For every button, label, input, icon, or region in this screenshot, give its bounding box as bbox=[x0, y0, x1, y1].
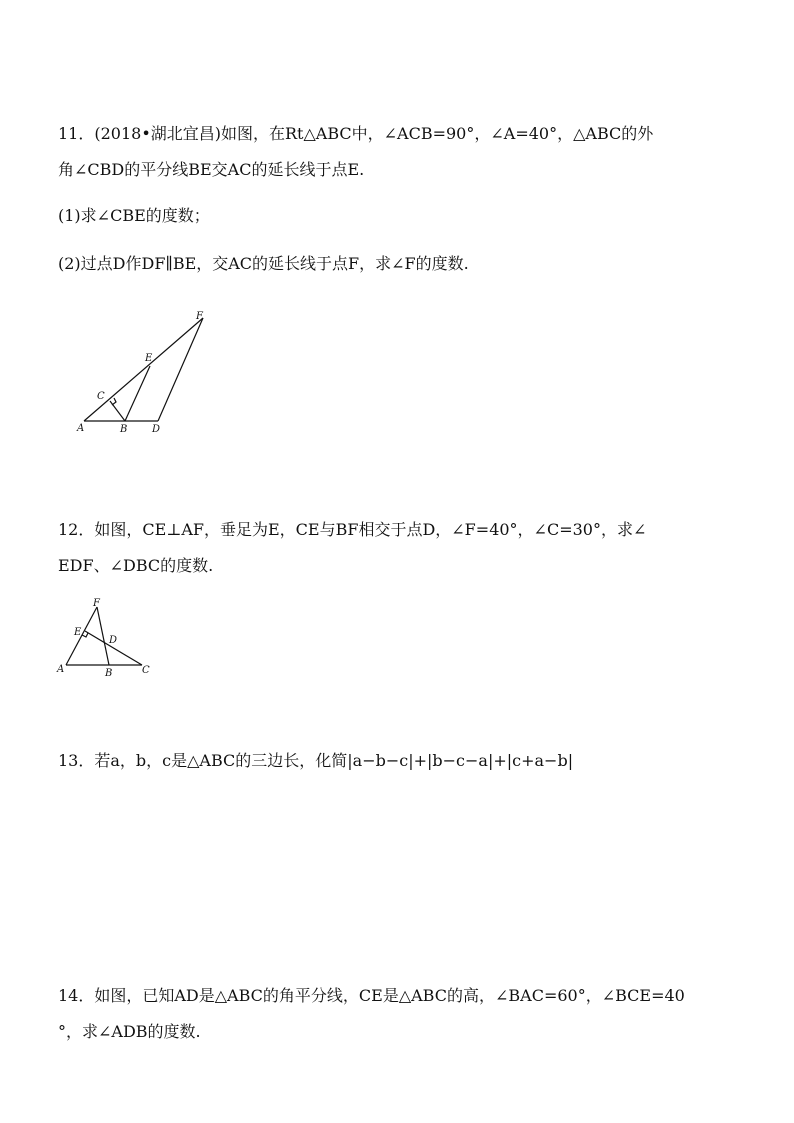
label-D: D bbox=[152, 424, 161, 435]
q12-line-1: 12．如图，CE⊥AF，垂足为E，CE与BF相交于点D，∠F=40°，∠C=30°，求∠ bbox=[58, 520, 647, 539]
q12-line-2: EDF、∠DBC的度数. bbox=[58, 556, 214, 575]
label-C: C bbox=[97, 391, 105, 402]
line-AF bbox=[84, 318, 203, 421]
label-A: A bbox=[77, 423, 85, 434]
q13-line-1: 13．若a，b，c是△ABC的三边长，化简|a−b−c|+|b−c−a|+|c+a−b| bbox=[58, 751, 574, 770]
line-BC bbox=[110, 401, 125, 421]
label-B: B bbox=[105, 668, 113, 679]
q11-line-1: 11．(2018•湖北宜昌)如图，在Rt△ABC中，∠ACB=90°，∠A=40°，△ABC的外 bbox=[58, 124, 654, 143]
q11-figure bbox=[70, 305, 220, 440]
label-C: C bbox=[142, 665, 150, 676]
label-F: F bbox=[196, 311, 203, 322]
q14-line-1: 14．如图，已知AD是△ABC的角平分线，CE是△ABC的高，∠BAC=60°，∠BCE=40 bbox=[58, 986, 685, 1005]
q11-part-1: (1)求∠CBE的度数； bbox=[58, 206, 210, 225]
q14-line-2: °，求∠ADB的度数. bbox=[58, 1022, 201, 1041]
q11-line-2: 角∠CBD的平分线BE交AC的延长线于点E. bbox=[58, 160, 365, 179]
line-FB bbox=[97, 607, 109, 665]
label-E: E bbox=[145, 353, 153, 364]
label-D: D bbox=[109, 635, 118, 646]
label-A: A bbox=[57, 664, 65, 675]
label-E: E bbox=[74, 627, 82, 638]
q11-part-2: (2)过点D作DF∥BE，交AC的延长线于点F，求∠F的度数. bbox=[58, 254, 469, 273]
line-DF bbox=[158, 318, 203, 421]
right-angle-mark bbox=[112, 398, 116, 405]
label-B: B bbox=[120, 424, 128, 435]
q12-figure bbox=[52, 595, 162, 685]
label-F: F bbox=[93, 598, 100, 609]
